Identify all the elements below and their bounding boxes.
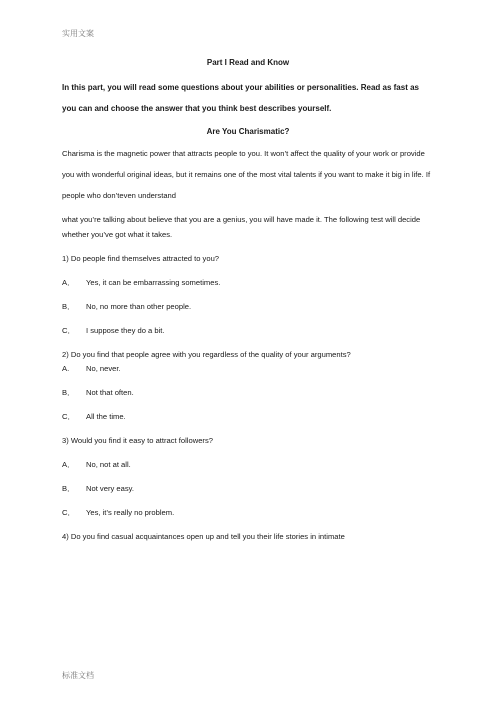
- intro-paragraph: In this part, you will read some questions about your abilities or personalities. Read as fast as you can and choose the answer that you think best describes yourself.: [62, 83, 419, 113]
- question-4: 4) Do you find casual acquaintances open up and tell you their life stories in intimate: [62, 532, 345, 541]
- page-header: 实用文案: [62, 29, 94, 38]
- answer-option: [62, 300, 434, 314]
- option-letter: C．: [62, 326, 76, 335]
- answer-option: [62, 276, 434, 290]
- page-footer: 标准文档: [62, 671, 94, 680]
- option-text: Not very easy.: [86, 484, 134, 493]
- option-letter: B．: [62, 388, 75, 397]
- answer-option: [62, 482, 434, 496]
- option-letter: C．: [62, 508, 76, 517]
- answer-option: [62, 386, 434, 400]
- answer-option: [62, 458, 434, 472]
- option-letter: B．: [62, 484, 75, 493]
- option-letter: A．: [62, 460, 75, 469]
- question-3: 3) Would you find it easy to attract followers?: [62, 436, 213, 445]
- option-letter: B．: [62, 302, 75, 311]
- body-paragraph-1: Charisma is the magnetic power that attracts people to you. It won’t affect the quality of your work or provide you with wonderful original ideas, but it remains one of the most vital talents if you want to make it big in life. If people who don’teven understand: [62, 149, 431, 200]
- section-title: Part I Read and Know: [206, 58, 290, 67]
- answer-option: [62, 324, 434, 338]
- option-text: No, never.: [86, 364, 121, 373]
- answer-option: [62, 362, 434, 376]
- option-text: All the time.: [86, 412, 126, 421]
- answer-option: [62, 506, 434, 520]
- question-2: 2) Do you find that people agree with you regardless of the quality of your arguments?: [62, 350, 351, 359]
- question-1: 1) Do people find themselves attracted to you?: [62, 254, 220, 263]
- option-text: No, no more than other people.: [86, 302, 192, 311]
- option-letter: A．: [62, 278, 75, 287]
- option-text: Yes, it can be embarrassing sometimes.: [86, 278, 221, 287]
- option-letter: C．: [62, 412, 76, 421]
- body-paragraph-2: what you’re talking about believe that you are a genius, you will have made it. The following test will decide whether you’ve got what it takes.: [62, 215, 421, 239]
- option-text: No, not at all.: [86, 460, 131, 469]
- document-body: [62, 52, 434, 544]
- option-text: Not that often.: [86, 388, 134, 397]
- option-text: I suppose they do a bit.: [86, 326, 165, 335]
- option-text: Yes, it’s really no problem.: [86, 508, 175, 517]
- quiz-title: Are You Charismatic?: [206, 127, 290, 136]
- option-letter: A.: [62, 364, 70, 373]
- answer-option: [62, 410, 434, 424]
